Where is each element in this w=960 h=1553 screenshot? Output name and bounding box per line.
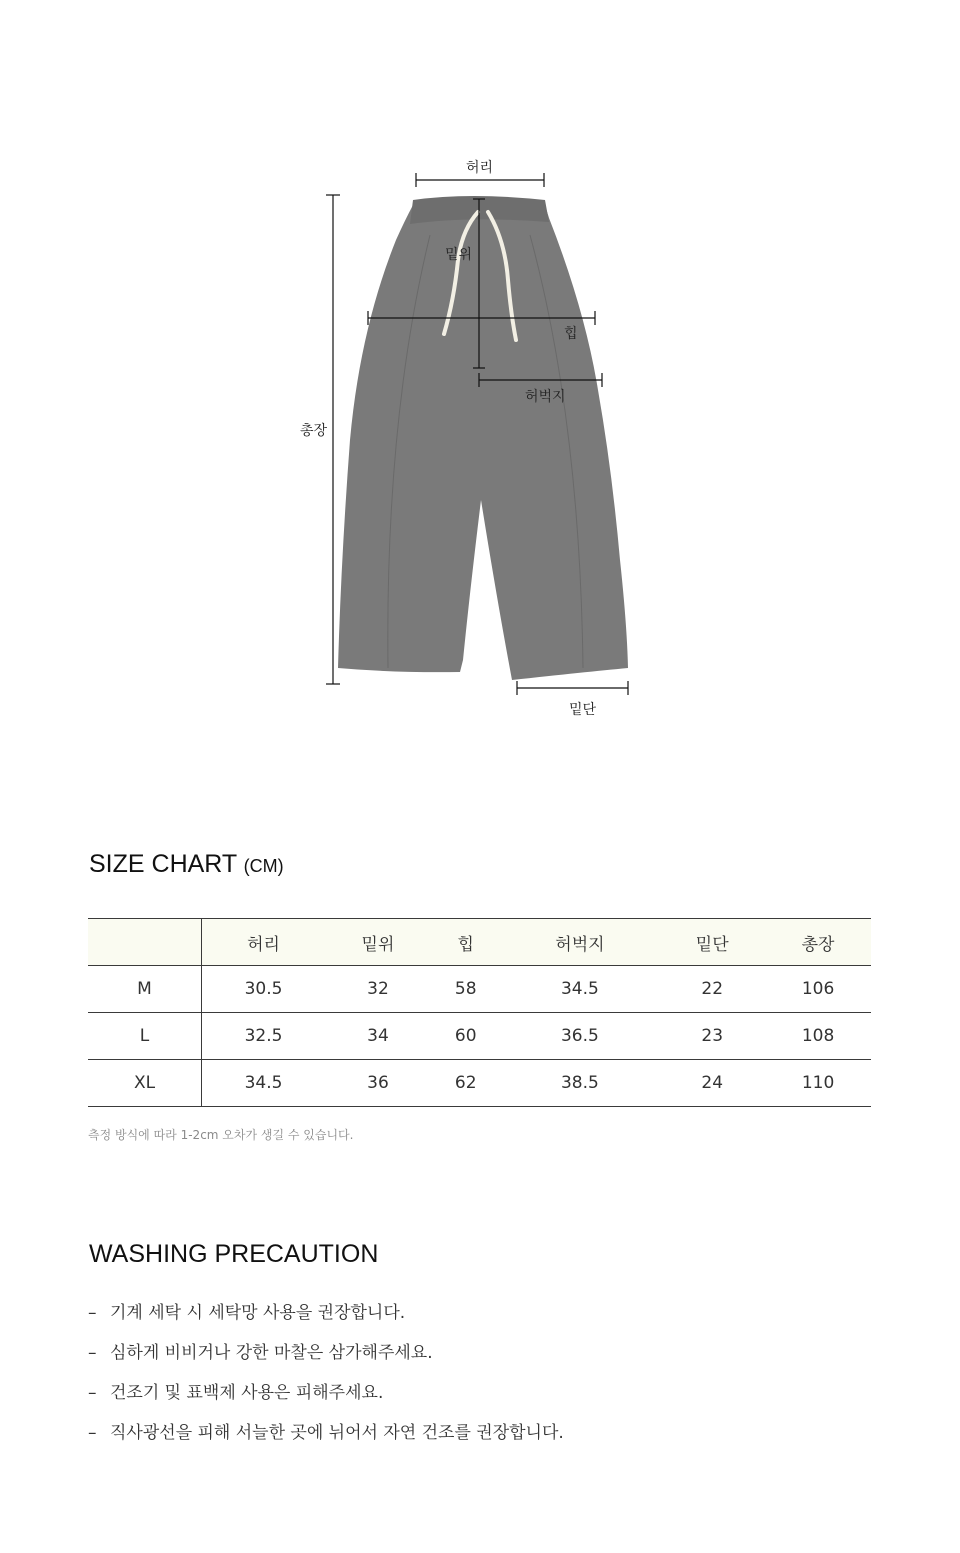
header-cell: 힙	[431, 919, 501, 966]
pants-shape	[338, 202, 628, 681]
label-length: 총장	[300, 423, 328, 439]
washing-title: WASHING PRECAUTION	[89, 1240, 379, 1268]
table-row	[88, 1013, 871, 1060]
list-item	[88, 1300, 564, 1340]
value-cell: 36.5	[501, 1013, 660, 1060]
label-hip: 힙	[564, 326, 578, 342]
label-rise: 밑위	[445, 247, 473, 263]
header-cell: 밑단	[659, 919, 765, 966]
value-cell: 23	[659, 1013, 765, 1060]
value-cell: 34.5	[501, 966, 660, 1013]
size-cell: XL	[88, 1060, 202, 1107]
size-cell: M	[88, 966, 202, 1013]
value-cell: 34	[325, 1013, 431, 1060]
header-cell	[88, 919, 202, 966]
value-cell: 38.5	[501, 1060, 660, 1107]
dash-bullet: –	[88, 1343, 97, 1363]
value-cell: 22	[659, 966, 765, 1013]
value-cell: 36	[325, 1060, 431, 1107]
value-cell: 108	[765, 1013, 871, 1060]
list-item	[88, 1420, 564, 1460]
header-cell: 총장	[765, 919, 871, 966]
dash-bullet: –	[88, 1303, 97, 1323]
header-cell: 밑위	[325, 919, 431, 966]
washing-item-text: 심하게 비비거나 강한 마찰은 삼가해주세요.	[110, 1343, 433, 1363]
dash-bullet: –	[88, 1423, 97, 1443]
label-waist: 허리	[466, 160, 494, 176]
value-cell: 34.5	[202, 1060, 326, 1107]
value-cell: 62	[431, 1060, 501, 1107]
label-hem: 밑단	[569, 702, 597, 718]
label-thigh: 허벅지	[525, 389, 566, 405]
value-cell: 32	[325, 966, 431, 1013]
value-cell: 30.5	[202, 966, 326, 1013]
value-cell: 24	[659, 1060, 765, 1107]
table-row	[88, 966, 871, 1013]
size-chart-table	[88, 918, 871, 1107]
washing-list	[88, 1300, 564, 1460]
value-cell: 58	[431, 966, 501, 1013]
dash-bullet: –	[88, 1383, 97, 1403]
header-cell: 허리	[202, 919, 326, 966]
washing-item-text: 직사광선을 피해 서늘한 곳에 뉘어서 자연 건조를 권장합니다.	[110, 1423, 564, 1443]
pants-measurement-diagram	[0, 0, 960, 760]
value-cell: 106	[765, 966, 871, 1013]
size-chart-title-text: SIZE CHART	[89, 850, 237, 878]
measurement-note: 측정 방식에 따라 1-2cm 오차가 생길 수 있습니다.	[88, 1128, 354, 1142]
pants-illustration	[0, 0, 960, 760]
list-item	[88, 1380, 564, 1420]
washing-item-text: 건조기 및 표백제 사용은 피해주세요.	[110, 1383, 384, 1403]
value-cell: 110	[765, 1060, 871, 1107]
size-chart-unit: (CM)	[243, 856, 284, 876]
value-cell: 32.5	[202, 1013, 326, 1060]
value-cell: 60	[431, 1013, 501, 1060]
table-header-row	[88, 919, 871, 966]
list-item	[88, 1340, 564, 1380]
size-cell: L	[88, 1013, 202, 1060]
size-chart-title	[89, 850, 284, 879]
washing-item-text: 기계 세탁 시 세탁망 사용을 권장합니다.	[110, 1303, 406, 1323]
table-row	[88, 1060, 871, 1107]
header-cell: 허벅지	[501, 919, 660, 966]
